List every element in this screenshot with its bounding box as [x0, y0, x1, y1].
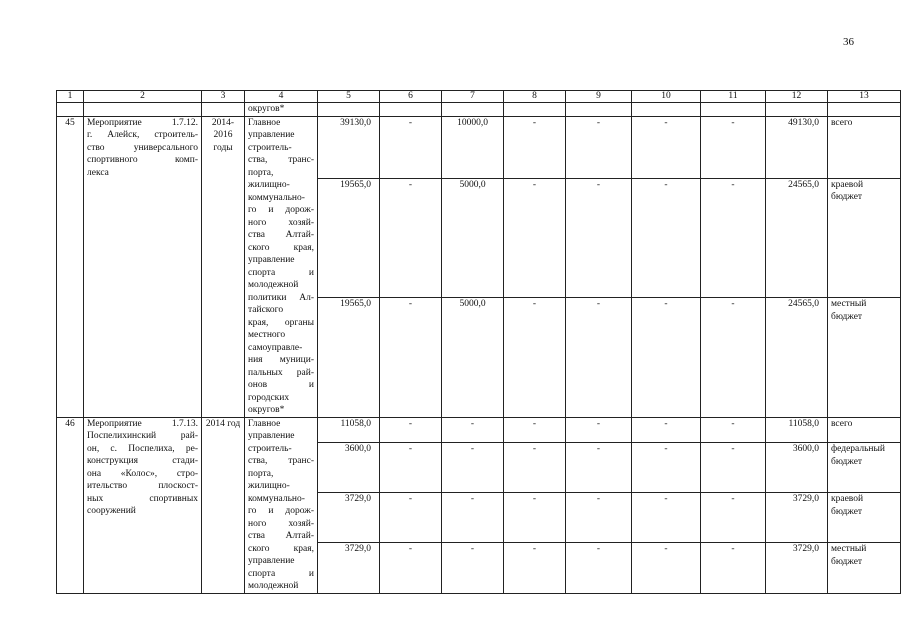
- value-cell-6: -: [380, 493, 442, 543]
- column-number: 13: [828, 91, 901, 103]
- text-line: жилищно-: [248, 180, 290, 190]
- text-line: ство универсального: [87, 142, 198, 153]
- text-line: жилищно-: [248, 481, 290, 491]
- value-cell-8: -: [504, 543, 566, 593]
- value-cell-12: 49130,0: [766, 116, 828, 178]
- text-line: бюджет: [831, 456, 863, 467]
- text-line: бюджет: [831, 506, 863, 517]
- text-line: коммунально-: [248, 192, 305, 203]
- text-line: го и дорож-: [248, 506, 314, 516]
- text-line: пальных рай-: [248, 367, 314, 378]
- text-line: онов и: [248, 380, 314, 390]
- text-line: всего: [831, 117, 853, 128]
- value-cell-10: -: [632, 443, 701, 493]
- value-cell-7: -: [442, 417, 504, 443]
- column-number: 2: [84, 91, 202, 103]
- column-number: 7: [442, 91, 504, 103]
- text-line: Мероприятие 1.7.13.: [87, 418, 198, 429]
- funding-source: [828, 543, 901, 593]
- value-cell-10: -: [632, 417, 701, 443]
- value-cell-6: -: [380, 298, 442, 418]
- value-cell-9: -: [566, 443, 632, 493]
- column-number: 8: [504, 91, 566, 103]
- text-line: Поспелихинский рай-: [87, 431, 198, 441]
- text-line: лекса: [87, 167, 109, 178]
- text-line: местного: [248, 330, 286, 340]
- column-number: 10: [632, 91, 701, 103]
- text-line: 2014-: [211, 117, 235, 128]
- text-line: коммунально-: [248, 493, 305, 504]
- text-line: строитель-: [248, 142, 292, 153]
- value-cell-8: -: [504, 116, 566, 178]
- text-line: ского края,: [248, 242, 314, 253]
- value-cell-11: -: [701, 417, 766, 443]
- text-line: управление: [248, 255, 295, 265]
- text-line: Мероприятие 1.7.12.: [87, 117, 198, 128]
- column-number: 6: [380, 91, 442, 103]
- text-line: управление: [248, 431, 295, 441]
- activity-years: [202, 116, 245, 417]
- continuation-text: округов*: [245, 103, 318, 117]
- value-cell-11: -: [701, 443, 766, 493]
- value-cell-6: -: [380, 543, 442, 593]
- value-cell-10: -: [632, 116, 701, 178]
- text-line: ства, транс-: [248, 456, 314, 466]
- value-cell-12: 3729,0: [766, 543, 828, 593]
- text-line: ния муници-: [248, 355, 314, 365]
- value-cell-8: -: [504, 298, 566, 418]
- text-line: бюджет: [831, 311, 863, 322]
- text-line: всего: [831, 418, 853, 429]
- value-cell-11: -: [701, 543, 766, 593]
- value-cell-8: -: [504, 443, 566, 493]
- text-line: политики Ал-: [248, 292, 314, 303]
- funding-row: [57, 417, 901, 443]
- text-line: ных спортивных: [87, 493, 198, 504]
- activity-title: [84, 417, 202, 593]
- value-cell-11: -: [701, 298, 766, 418]
- text-line: тайского: [248, 305, 284, 315]
- activity-years: [202, 417, 245, 593]
- column-number: 11: [701, 91, 766, 103]
- page-number: 36: [843, 36, 854, 48]
- value-cell-5: 3729,0: [318, 493, 380, 543]
- value-cell-9: -: [566, 298, 632, 418]
- funding-source: [828, 178, 901, 297]
- funding-source: [828, 298, 901, 418]
- text-line: г. Алейск, строитель-: [87, 130, 198, 140]
- value-cell-5: 3600,0: [318, 443, 380, 493]
- column-number: 5: [318, 91, 380, 103]
- value-cell-7: 5000,0: [442, 178, 504, 297]
- value-cell-12: 24565,0: [766, 178, 828, 297]
- column-number: 4: [245, 91, 318, 103]
- program-table: [56, 90, 901, 594]
- value-cell-10: -: [632, 543, 701, 593]
- row-number: 45: [57, 116, 84, 417]
- text-line: края, органы: [248, 317, 314, 328]
- column-number: 1: [57, 91, 84, 103]
- funding-row: [57, 116, 901, 178]
- text-line: ного хозяй-: [248, 518, 314, 529]
- text-line: самоуправле-: [248, 342, 303, 353]
- text-line: Главное: [248, 418, 281, 429]
- text-line: управление: [248, 130, 295, 140]
- text-line: федеральный: [831, 444, 885, 455]
- value-cell-6: -: [380, 178, 442, 297]
- text-line: молодежной: [248, 280, 299, 290]
- value-cell-8: -: [504, 493, 566, 543]
- value-cell-11: -: [701, 178, 766, 297]
- text-line: 2014 год: [205, 418, 241, 429]
- value-cell-7: -: [442, 493, 504, 543]
- text-line: ства Алтай-: [248, 531, 314, 541]
- text-line: ства, транс-: [248, 155, 314, 165]
- text-line: она «Колос», стро-: [87, 468, 198, 479]
- funding-source: [828, 493, 901, 543]
- value-cell-7: -: [442, 443, 504, 493]
- column-number: 3: [202, 91, 245, 103]
- value-cell-10: -: [632, 178, 701, 297]
- text-line: порта,: [248, 468, 274, 479]
- text-line: ского края,: [248, 543, 314, 554]
- continuation-row: [57, 103, 901, 117]
- text-line: 2016: [213, 130, 233, 140]
- value-cell-9: -: [566, 543, 632, 593]
- text-line: годы: [213, 142, 233, 153]
- value-cell-6: -: [380, 443, 442, 493]
- funding-source: [828, 116, 901, 178]
- value-cell-12: 24565,0: [766, 298, 828, 418]
- text-line: ительство плоскост-: [87, 481, 198, 491]
- value-cell-9: -: [566, 417, 632, 443]
- value-cell-5: 19565,0: [318, 178, 380, 297]
- value-cell-7: 10000,0: [442, 116, 504, 178]
- funding-source: [828, 443, 901, 493]
- value-cell-7: -: [442, 543, 504, 593]
- text-line: управление: [248, 556, 295, 566]
- executor: [245, 417, 318, 593]
- value-cell-12: 3600,0: [766, 443, 828, 493]
- value-cell-12: 3729,0: [766, 493, 828, 543]
- text-line: городских: [248, 392, 290, 403]
- value-cell-6: -: [380, 417, 442, 443]
- value-cell-10: -: [632, 493, 701, 543]
- value-cell-5: 39130,0: [318, 116, 380, 178]
- text-line: ного хозяй-: [248, 217, 314, 228]
- value-cell-9: -: [566, 116, 632, 178]
- text-line: спортивного комп-: [87, 155, 198, 165]
- text-line: Главное: [248, 117, 281, 128]
- text-line: бюджет: [831, 192, 863, 203]
- text-line: строитель-: [248, 443, 292, 454]
- value-cell-9: -: [566, 493, 632, 543]
- text-line: краевой: [831, 494, 864, 505]
- value-cell-6: -: [380, 116, 442, 178]
- text-line: сооружений: [87, 506, 136, 516]
- column-number: 9: [566, 91, 632, 103]
- value-cell-11: -: [701, 116, 766, 178]
- value-cell-9: -: [566, 178, 632, 297]
- value-cell-5: 3729,0: [318, 543, 380, 593]
- text-line: спорта и: [248, 267, 314, 278]
- text-line: местный: [831, 544, 867, 555]
- value-cell-10: -: [632, 298, 701, 418]
- value-cell-5: 11058,0: [318, 417, 380, 443]
- text-line: ства Алтай-: [248, 230, 314, 240]
- text-line: молодежной: [248, 581, 299, 591]
- value-cell-8: -: [504, 178, 566, 297]
- value-cell-5: 19565,0: [318, 298, 380, 418]
- text-line: го и дорож-: [248, 205, 314, 215]
- column-numbers-row: [57, 91, 901, 103]
- executor: [245, 116, 318, 417]
- column-number: 12: [766, 91, 828, 103]
- activity-title: [84, 116, 202, 417]
- text-line: порта,: [248, 167, 274, 178]
- value-cell-12: 11058,0: [766, 417, 828, 443]
- text-line: округов*: [248, 405, 285, 415]
- text-line: бюджет: [831, 556, 863, 567]
- text-line: конструкция стади-: [87, 456, 198, 466]
- value-cell-8: -: [504, 417, 566, 443]
- text-line: он, с. Поспелиха, ре-: [87, 443, 198, 454]
- funding-source: [828, 417, 901, 443]
- row-number: 46: [57, 417, 84, 593]
- text-line: краевой: [831, 179, 864, 190]
- value-cell-11: -: [701, 493, 766, 543]
- value-cell-7: 5000,0: [442, 298, 504, 418]
- text-line: местный: [831, 299, 867, 309]
- text-line: спорта и: [248, 568, 314, 579]
